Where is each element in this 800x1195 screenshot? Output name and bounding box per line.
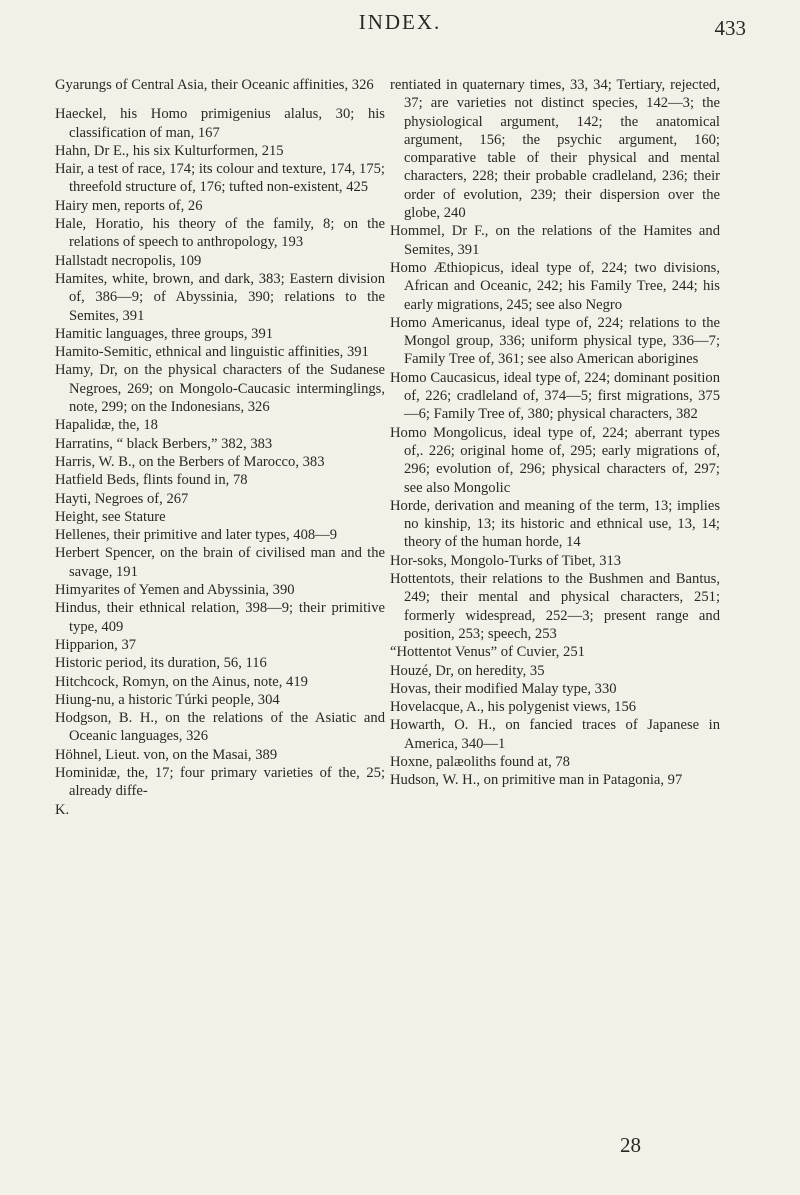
index-entry: Hale, Horatio, his theory of the family, 8; on the relations of speech to anthropology, 193 bbox=[55, 216, 385, 251]
index-entry: rentiated in quaternary times, 33, 34; Tertiary, rejected, 37; are varieties not distinct species, 142—3; the physiological argument, 142; the anatomical argument, 156; the psychic argument, 160; comparative table of their physical and mental characters, 228; their probable cradleland, 236; their order of evolution, 239; their dispersion over the globe, 240 bbox=[390, 77, 720, 222]
index-entry: Hommel, Dr F., on the relations of the Hamites and Semites, 391 bbox=[390, 223, 720, 258]
index-entry: Hatfield Beds, flints found in, 78 bbox=[55, 472, 248, 489]
index-entry: Hitchcock, Romyn, on the Ainus, note, 419 bbox=[55, 673, 308, 690]
right-column bbox=[390, 76, 720, 790]
index-entry: Homo Caucasicus, ideal type of, 224; dominant position of, 226; cradleland of, 374—5; first migrations, 375—6; Family Tree of, 380; physical characters, 382 bbox=[390, 369, 720, 423]
page-number: 433 bbox=[714, 16, 746, 40]
index-entry: Herbert Spencer, on the brain of civilised man and the savage, 191 bbox=[55, 545, 385, 580]
sheet-signature: 28 bbox=[620, 1133, 641, 1157]
index-entry: Hindus, their ethnical relation, 398—9; their primitive type, 409 bbox=[55, 600, 385, 635]
index-entry: Homo Americanus, ideal type of, 224; relations to the Mongol group, 336; uniform physical type, 336—7; Family Tree of, 361; see also American aborigines bbox=[390, 314, 720, 368]
index-entry: Height, see Stature bbox=[55, 508, 166, 525]
signature-mark: K. bbox=[55, 801, 70, 818]
index-entry: Hairy men, reports of, 26 bbox=[55, 197, 203, 214]
index-entry: Himyarites of Yemen and Abyssinia, 390 bbox=[55, 582, 295, 599]
index-entry: Hodgson, B. H., on the relations of the Asiatic and Oceanic languages, 326 bbox=[55, 710, 385, 745]
page-title: INDEX. bbox=[358, 10, 442, 34]
index-entry: Hallstadt necropolis, 109 bbox=[55, 252, 202, 269]
index-entry: Hottentots, their relations to the Bushmen and Bantus, 249; their mental and physical characters, 251; formerly widespread, 252—3; present range and position, 253; speech, 253 bbox=[390, 571, 720, 642]
index-entry: Hovas, their modified Malay type, 330 bbox=[390, 680, 617, 697]
index-entry: Hapalidæ, the, 18 bbox=[55, 417, 158, 434]
index-entry: Hor-soks, Mongolo-Turks of Tibet, 313 bbox=[390, 552, 622, 569]
index-entry: Hovelacque, A., his polygenist views, 156 bbox=[390, 699, 637, 716]
index-entry: Hayti, Negroes of, 267 bbox=[55, 490, 189, 507]
index-entry: Houzé, Dr, on heredity, 35 bbox=[390, 662, 545, 679]
index-entry: Homo Æthiopicus, ideal type of, 224; two divisions, African and Oceanic, 242; his Family Tree, 244; his early migrations, 245; see also Negro bbox=[390, 259, 720, 313]
index-entry: Hamites, white, brown, and dark, 383; Eastern division of, 386—9; of Abyssinia, 390; relations to the Semites, 391 bbox=[55, 270, 385, 324]
index-entry: Hudson, W. H., on primitive man in Patagonia, 97 bbox=[390, 772, 683, 789]
index-entry: Hellenes, their primitive and later types, 408—9 bbox=[55, 527, 338, 544]
index-entry: Höhnel, Lieut. von, on the Masai, 389 bbox=[55, 746, 278, 763]
index-entry: “Hottentot Venus” of Cuvier, 251 bbox=[390, 644, 585, 661]
index-entry: Hamito-Semitic, ethnical and linguistic affinities, 391 bbox=[55, 344, 369, 361]
index-entry: Hair, a test of race, 174; its colour and texture, 174, 175; threefold structure of, 176; tufted non-existent, 425 bbox=[55, 161, 385, 196]
index-entry: Historic period, its duration, 56, 116 bbox=[55, 655, 267, 672]
index-entry: Hamy, Dr, on the physical characters of the Sudanese Negroes, 269; on Mongolo-Caucasic interminglings, note, 299; on the Indonesians, 326 bbox=[55, 362, 385, 416]
index-entry: Gyarungs of Central Asia, their Oceanic affinities, 326 bbox=[55, 77, 374, 93]
index-entry: Howarth, O. H., on fancied traces of Japanese in America, 340—1 bbox=[390, 717, 720, 752]
index-entry: Hahn, Dr E., his six Kulturformen, 215 bbox=[55, 142, 284, 159]
index-entry: Hoxne, palæoliths found at, 78 bbox=[390, 753, 570, 770]
index-entry: Haeckel, his Homo primigenius alalus, 30; his classification of man, 167 bbox=[55, 106, 385, 141]
index-entry: Horde, derivation and meaning of the term, 13; implies no kinship, 13; its historic and ethnical use, 13, 14; theory of the human horde, 14 bbox=[390, 497, 720, 551]
index-entry: Hominidæ, the, 17; four primary varieties of the, 25; already diffe- bbox=[55, 764, 385, 800]
index-entry: Hamitic languages, three groups, 391 bbox=[55, 325, 274, 342]
index-entry: Hipparion, 37 bbox=[55, 636, 137, 653]
index-entry: Harratins, “ black Berbers,” 382, 383 bbox=[55, 435, 273, 452]
index-entry: Hiung-nu, a historic Túrki people, 304 bbox=[55, 691, 280, 708]
page-header bbox=[0, 10, 800, 50]
index-entry: Harris, W. B., on the Berbers of Marocco, 383 bbox=[55, 453, 325, 470]
index-entry: Homo Mongolicus, ideal type of, 224; aberrant types of,. 226; original home of, 295; early migrations of, 296; evolution of, 296; physical characters of, 297; see also Mongolic bbox=[390, 424, 720, 496]
left-column bbox=[55, 76, 385, 819]
